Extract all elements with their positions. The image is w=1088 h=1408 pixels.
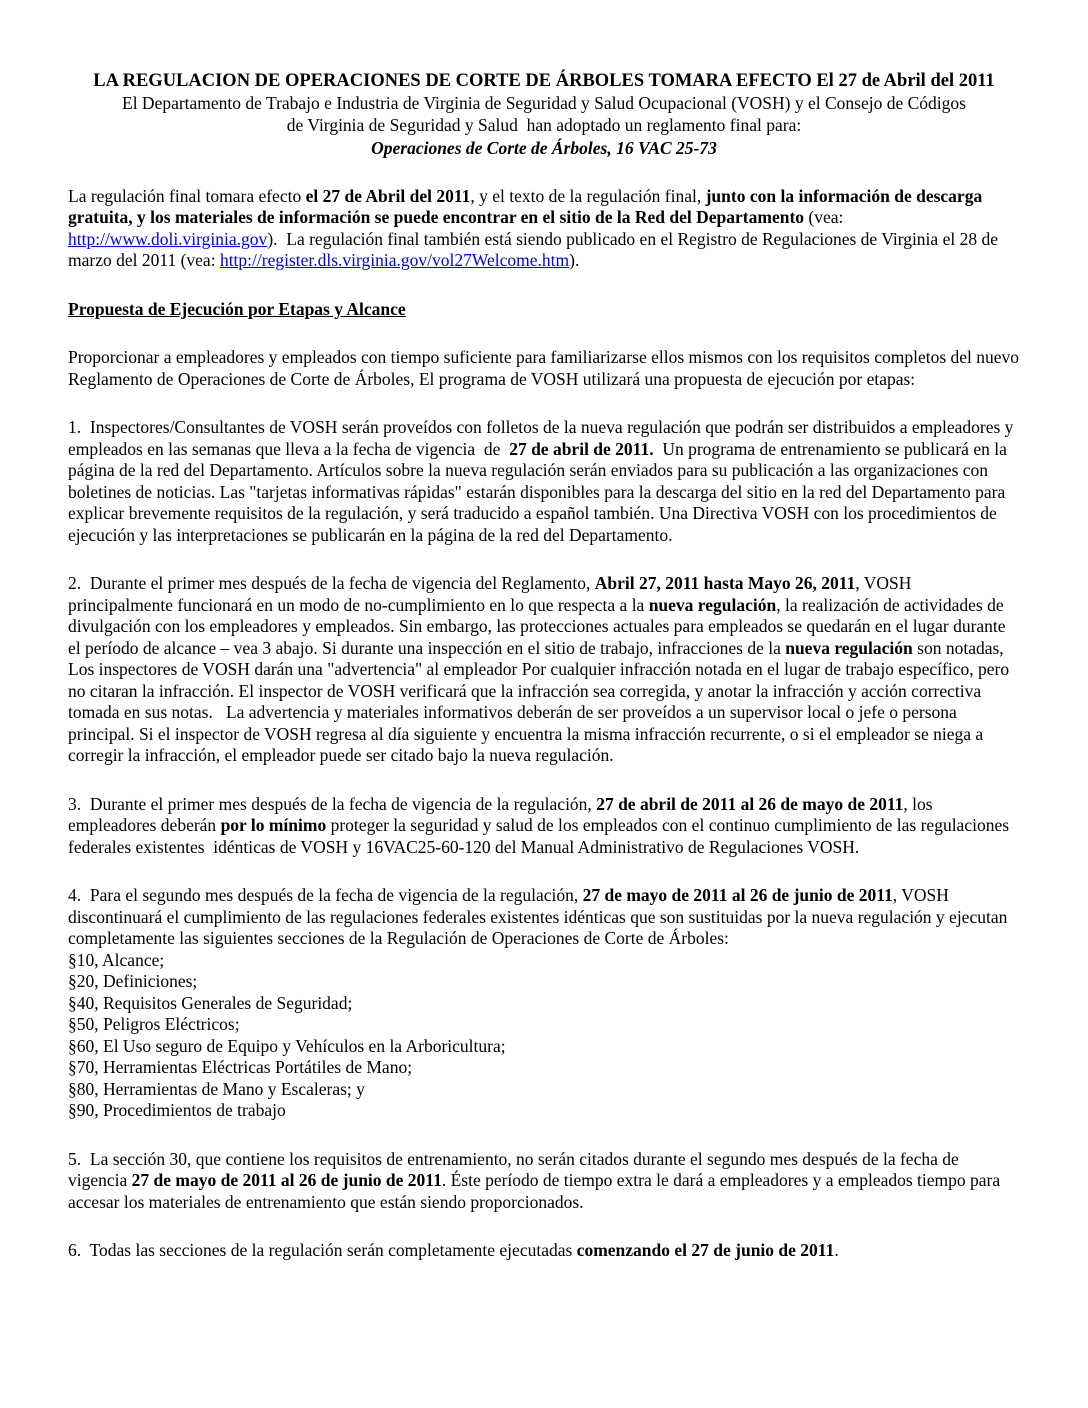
text-run: ). bbox=[569, 250, 580, 270]
text-run: Un programa de entrenamiento se publicará en la página de la red del Departamento. Artículos sobre la nueva regulación serán enviados para su publicación a las organizaciones con boletines de noticias. Las "tarjetas informativas rápidas" estarán disponibles para la descarga del sitio en la red del Departamento para explicar brevemente requisitos de la regulación, y será traducido a español también. Una Directiva VOSH con los procedimientos de ejecución y las interpretaciones se publicarán en la página de la red del Departamento. bbox=[68, 438, 1012, 545]
text-run: ). La regulación final también está siendo publicado en el Registro de Regulaciones de Virginia el 28 de marzo del 2011 (vea: bbox=[68, 228, 1003, 270]
regulation-section-list-item: §40, Requisitos Generales de Seguridad; bbox=[68, 992, 353, 1013]
hyperlink[interactable]: http://register.dls.virginia.gov/vol27Welcome.htm bbox=[219, 250, 570, 270]
regulation-section-list-item: §60, El Uso seguro de Equipo y Vehículos en la Arboricultura; bbox=[68, 1035, 506, 1056]
text-run: , los empleadores deberán bbox=[68, 793, 937, 835]
section-heading-text: Propuesta de Ejecución por Etapas y Alcance bbox=[68, 298, 406, 319]
text-run: 5. La sección 30, que contiene los requisitos de entrenamiento, no serán citados durante el segundo mes después de la fecha de vigencia bbox=[68, 1148, 964, 1190]
bold-text-run: Abril 27, 2011 hasta Mayo 26, 2011 bbox=[594, 573, 856, 593]
numbered-item-2-text bbox=[68, 573, 1020, 767]
bold-text-run: junto con la información de descarga gratuita, y los materiales de información se puede encontrar en el sitio de la Red del Departamento bbox=[68, 185, 987, 227]
bold-text-run: 27 de abril de 2011. bbox=[509, 438, 654, 459]
text-run: son notadas, Los inspectores de VOSH darán una "advertencia" al empleador Por cualquier infracción notada en el lugar de trabajo específico, pero no citaran la infracción. El inspector de VOSH verificará que la infracción sea corregida, y anotar la infracción y acción correctiva tomada en sus notas. La advertencia y materiales informativos deberán de ser proveídos a un supervisor local o jefe o persona principal. Si el inspector de VOSH regresa al día siguiente y encuentra la misma infracción recurrente, o si el empleador se niega a corregir la infracción, el empleador puede ser citado bajo la nueva regulación. bbox=[68, 637, 1014, 765]
text-run: . Éste período de tiempo extra le dará a empleadores y a empleados tiempo para accesar los materiales de entrenamiento que están siendo proporcionados. bbox=[68, 1170, 1005, 1212]
regulation-section-list-item: §90, Procedimientos de trabajo bbox=[68, 1100, 286, 1120]
hyperlink[interactable]: http://www.doli.virginia.gov bbox=[68, 228, 268, 249]
document-header bbox=[68, 70, 1020, 160]
text-run: proteger la seguridad y salud de los empleados con el continuo cumplimiento de las regulaciones federales existentes idénticas de VOSH y 16VAC25-60-120 del Manual Administrativo de Regulaciones VOSH. bbox=[68, 815, 1014, 857]
bold-text-run: por lo mínimo bbox=[220, 815, 327, 835]
text-run: 3. Durante el primer mes después de la fecha de vigencia de la regulación, bbox=[68, 793, 597, 814]
text-run: La regulación final tomara efecto bbox=[68, 185, 306, 206]
regulation-section-list-item: §70, Herramientas Eléctricas Portátiles de Mano; bbox=[68, 1057, 413, 1077]
text-run: , la realización de actividades de divulgación con los empleadores y empleados. Sin embargo, las protecciones actuales para empleados se quedarán en el lugar durante el período de alcance – vea 3 abajo. Si durante una inspección en el sitio de trabajo, infracciones de la bbox=[68, 594, 1010, 658]
bold-text-run: 27 de mayo de 2011 al 26 de junio de 2011 bbox=[582, 885, 893, 905]
document-subtitle-line2: de Virginia de Seguridad y Salud han adoptado un reglamento final para: bbox=[286, 114, 802, 135]
numbered-item-3-text bbox=[68, 794, 1020, 859]
bold-text-run: 27 de mayo de 2011 al 26 de junio de 2011 bbox=[131, 1170, 442, 1190]
text-run: , VOSH discontinuará el cumplimiento de las regulaciones federales existentes idénticas que son sustituidas por la nueva regulación y ejecutan completamente las siguientes secciones de la Regulación de Operaciones de Corte de Árboles: bbox=[68, 885, 1012, 948]
numbered-item-5-text bbox=[68, 1149, 1020, 1214]
numbered-item-5 bbox=[68, 1149, 1020, 1214]
regulation-section-list-item: §20, Definiciones; bbox=[68, 971, 198, 991]
intro-paragraph bbox=[68, 186, 1020, 272]
regulation-citation: Operaciones de Corte de Árboles, 16 VAC 25-73 bbox=[371, 138, 717, 158]
regulation-section-list-item: §50, Peligros Eléctricos; bbox=[68, 1014, 240, 1034]
regulation-section-list-item: §80, Herramientas de Mano y Escaleras; y bbox=[68, 1078, 365, 1099]
lead-paragraph: Proporcionar a empleadores y empleados con tiempo suficiente para familiarizarse ellos mismos con los requisitos completos del nuevo Reglamento de Operaciones de Corte de Árboles, El programa de VOSH utilizará una propuesta de ejecución por etapas: bbox=[68, 347, 1024, 389]
text-run: . bbox=[834, 1240, 839, 1260]
document-subtitle-line1: El Departamento de Trabajo e Industria de Virginia de Seguridad y Salud Ocupacional (VOSH) y el Consejo de Códigos bbox=[122, 93, 966, 113]
text-run: , y el texto de la regulación final, bbox=[470, 185, 706, 206]
bold-text-run: 27 de abril de 2011 al 26 de mayo de 2011 bbox=[596, 793, 904, 814]
bold-text-run: nueva regulación bbox=[785, 637, 913, 658]
text-run: 2. Durante el primer mes después de la fecha de vigencia del Reglamento, bbox=[68, 573, 595, 593]
numbered-item-6-text bbox=[68, 1240, 1020, 1262]
section-heading bbox=[68, 299, 1020, 321]
numbered-item-6 bbox=[68, 1240, 1020, 1262]
bold-text-run: el 27 de Abril del 2011 bbox=[305, 185, 471, 206]
document-title: LA REGULACION DE OPERACIONES DE CORTE DE ÁRBOLES TOMARA EFECTO El 27 de Abril del 2011 bbox=[93, 71, 995, 91]
numbered-item-1-text bbox=[68, 417, 1020, 546]
regulation-section-list bbox=[68, 950, 1020, 1122]
numbered-item-2 bbox=[68, 573, 1020, 767]
numbered-item-1 bbox=[68, 417, 1020, 546]
text-run: 1. Inspectores/Consultantes de VOSH serán proveídos con folletos de la nueva regulación que podrán ser distribuidos a empleadores y empleados en las semanas que lleva a la fecha de vigencia de bbox=[68, 417, 1018, 459]
bold-text-run: nueva regulación bbox=[648, 594, 777, 615]
text-run: (vea: bbox=[804, 207, 848, 227]
text-run: , VOSH principalmente funcionará en un modo de no-cumplimiento en lo que respecta a la bbox=[68, 573, 916, 615]
numbered-item-4 bbox=[68, 885, 1020, 1122]
numbered-item-4-text bbox=[68, 885, 1020, 950]
numbered-item-3 bbox=[68, 794, 1020, 859]
bold-text-run: comenzando el 27 de junio de 2011 bbox=[576, 1240, 835, 1260]
text-run: 6. Todas las secciones de la regulación serán completamente ejecutadas bbox=[68, 1240, 577, 1260]
regulation-section-list-item: §10, Alcance; bbox=[68, 949, 165, 970]
text-run: 4. Para el segundo mes después de la fecha de vigencia de la regulación, bbox=[68, 885, 583, 905]
